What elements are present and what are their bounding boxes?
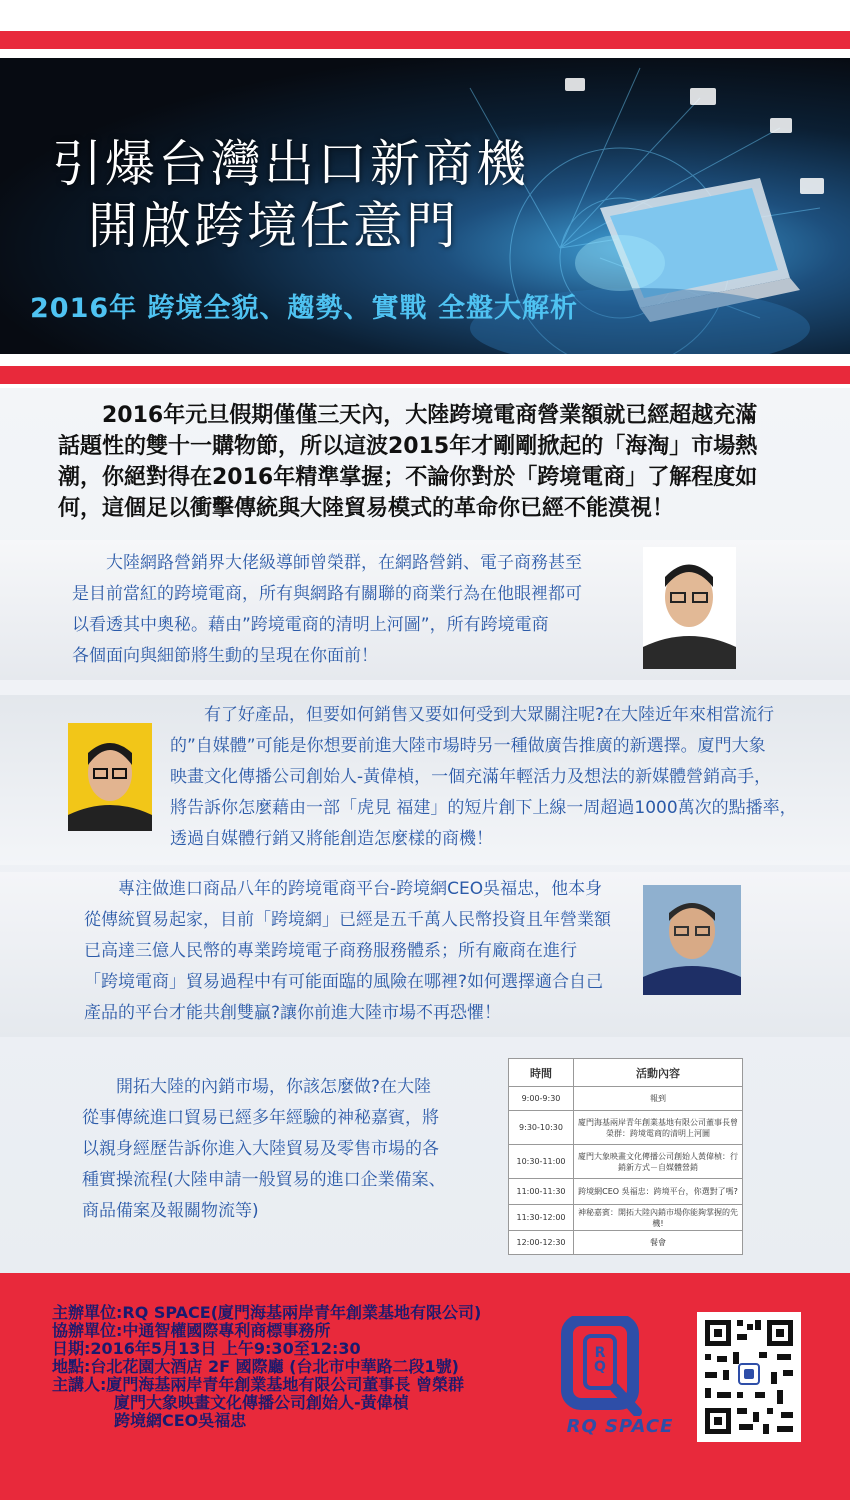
intro-line: 2016年元旦假期僅僅三天內，大陸跨境電商營業額就已經超越充滿 <box>58 403 758 428</box>
schedule-activity: 跨境網CEO 吳福忠：跨境平台，你選對了嗎? <box>574 1179 743 1205</box>
intro-line: 潮，你絕對得在2016年精準掌握；不論你對於「跨境電商」了解程度如 <box>58 465 758 490</box>
speaker-1-line: 大陸網路營銷界大佬級導師曾榮群，在網路營銷、電子商務甚至 <box>72 553 582 573</box>
speaker-2-photo <box>68 723 152 831</box>
hero-subtitle: 2016年 跨境全貌、趨勢、實戰 全盤大解析 <box>30 293 578 324</box>
schedule-header-activity: 活動內容 <box>574 1059 743 1087</box>
speaker-1-photo <box>643 547 736 669</box>
speaker-panel-1 <box>0 540 850 680</box>
rq-logo-icon <box>555 1316 685 1416</box>
qr-code-icon <box>697 1312 801 1442</box>
speakers-text: 主講人:廈門海基兩岸青年創業基地有限公司董事長 曾榮群 <box>52 1375 464 1394</box>
hero-title-line1: 引爆台灣出口新商機 <box>52 135 529 193</box>
schedule-time: 9:00-9:30 <box>509 1087 574 1111</box>
speaker-1-description <box>72 548 612 672</box>
co-host-text: 協辦單位:中通智權國際專利商標事務所 <box>52 1321 331 1340</box>
speaker-4-description <box>82 1072 482 1227</box>
speaker-2-line: 透過自媒體行銷又將能創造怎麼樣的商機！ <box>170 829 493 849</box>
schedule-time: 11:30-12:00 <box>509 1205 574 1231</box>
schedule-activity: 餐會 <box>574 1231 743 1255</box>
speaker-3-line: 產品的平台才能共創雙贏?讓你前進大陸市場不再恐懼！ <box>84 1003 502 1023</box>
speaker-4-line: 從事傳統進口貿易已經多年經驗的神秘嘉賓，將 <box>82 1108 439 1128</box>
schedule-activity: 廈門海基兩岸青年創業基地有限公司董事長曾榮群：跨境電商的清明上河圖 <box>574 1111 743 1145</box>
rq-logo-text: RQ SPACE <box>566 1416 674 1437</box>
speaker-3-line: 從傳統貿易起家，目前「跨境網」已經是五千萬人民幣投資且年營業額 <box>84 910 611 930</box>
schedule-time: 11:00-11:30 <box>509 1179 574 1205</box>
intro-line: 話題性的雙十一購物節，所以這波2015年才剛剛掀起的「海淘」市場熱 <box>58 434 758 459</box>
speaker-panel-2 <box>0 695 850 865</box>
mid-red-bar <box>0 366 850 384</box>
schedule-time: 12:00-12:30 <box>509 1231 574 1255</box>
speakers-text: 廈門大象映畫文化傳播公司創始人-黃偉楨 <box>114 1393 409 1412</box>
host-text: 主辦單位:RQ SPACE(廈門海基兩岸青年創業基地有限公司) <box>52 1303 482 1322</box>
speaker-4-line: 種實操流程(大陸申請一般貿易的進口企業備案、 <box>82 1170 446 1190</box>
intro-paragraph <box>58 400 798 524</box>
schedule-activity: 報到 <box>574 1087 743 1111</box>
schedule-time: 9:30-10:30 <box>509 1111 574 1145</box>
hero-title-line2: 開啟跨境任意門 <box>88 197 459 255</box>
schedule-header-time: 時間 <box>509 1059 574 1087</box>
event-details <box>52 1304 481 1430</box>
speaker-1-line: 各個面向與細節將生動的呈現在你面前！ <box>72 646 378 666</box>
schedule-activity: 廈門大象映畫文化傳播公司創始人黃偉楨：行銷新方式－自媒體營銷 <box>574 1145 743 1179</box>
speaker-2-line: 映畫文化傳播公司創始人-黃偉楨，一個充滿年輕活力及想法的新媒體營銷高手， <box>170 767 772 787</box>
speaker-2-line: 有了好產品，但要如何銷售又要如何受到大眾關注呢?在大陸近年來相當流行 <box>170 705 775 725</box>
rq-logo-letters: RQ <box>594 1345 606 1375</box>
speaker-1-line: 是目前當紅的跨境電商，所有與網路有關聯的商業行為在他眼裡都可 <box>72 584 582 604</box>
speaker-3-description <box>84 874 644 1029</box>
top-red-bar <box>0 31 850 49</box>
speaker-4-line: 開拓大陸的內銷市場，你該怎麼做?在大陸 <box>82 1077 432 1097</box>
rq-space-logo <box>555 1316 685 1436</box>
speaker-2-description <box>170 700 830 855</box>
place-text: 地點:台北花園大酒店 2F 國際廳 (台北市中華路二段1號) <box>52 1357 459 1376</box>
speaker-3-line: 已高達三億人民幣的專業跨境電子商務服務體系；所有廠商在進行 <box>84 941 577 961</box>
speaker-3-photo <box>643 885 741 995</box>
speaker-panel-3 <box>0 872 850 1037</box>
date-text: 日期:2016年5月13日 上午9:30至12:30 <box>52 1339 361 1358</box>
speaker-3-line: 專注做進口商品八年的跨境電商平台-跨境網CEO吳福忠，他本身 <box>84 879 603 899</box>
speaker-2-line: 的”自媒體”可能是你想要前進大陸市場時另一種做廣告推廣的新選擇。廈門大象 <box>170 736 766 756</box>
speaker-4-line: 商品備案及報關物流等) <box>82 1201 259 1221</box>
speakers-text: 跨境網CEO吳福忠 <box>114 1411 247 1430</box>
speaker-1-line: 以看透其中奧秘。藉由”跨境電商的清明上河圖”，所有跨境電商 <box>72 615 549 635</box>
schedule-table <box>508 1058 743 1255</box>
speaker-2-line: 將告訴你怎麼藉由一部「虎見 福建」的短片創下上線一周超過1000萬次的點播率， <box>170 798 797 818</box>
speaker-3-line: 「跨境電商」貿易過程中有可能面臨的風險在哪裡?如何選擇適合自己 <box>84 972 604 992</box>
schedule-activity: 神秘嘉賓：開拓大陸內銷市場你能夠掌握的先機! <box>574 1205 743 1231</box>
intro-line: 何，這個足以衝擊傳統與大陸貿易模式的革命你已經不能漠視！ <box>58 496 675 521</box>
qr-code[interactable] <box>697 1312 801 1442</box>
speaker-4-line: 以親身經歷告訴你進入大陸貿易及零售市場的各 <box>82 1139 439 1159</box>
schedule-time: 10:30-11:00 <box>509 1145 574 1179</box>
hero-banner <box>0 58 850 354</box>
